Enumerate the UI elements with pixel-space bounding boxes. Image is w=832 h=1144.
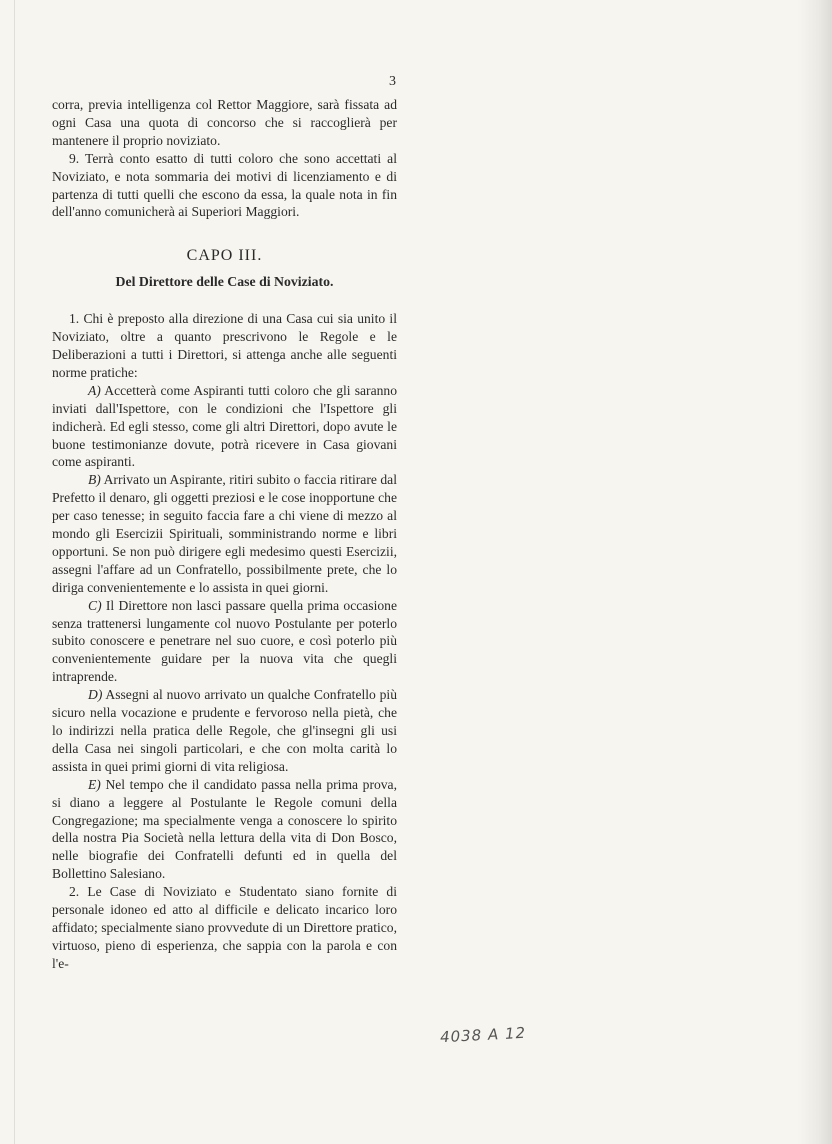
clause-a-text: Accetterà come Aspiranti tutti coloro che gli saranno inviati dall'Ispettore, con le condizioni che l'Ispettore gli indicherà. Ed egli stesso, come gli altri Direttori, dopo avute le buone testimonianze dovute, potrà ricevere in Casa giovani come aspiranti.: [52, 382, 397, 470]
clause-c: [52, 597, 397, 687]
handwritten-catalog-note: 4038 A 12: [439, 1023, 527, 1047]
clause-e: [52, 776, 397, 883]
clause-d-text: Assegni al nuovo arrivato un qualche Confratello più sicuro nella vocazione e prudente e fervoroso nella pietà, che lo indirizzi nella pratica delle Regole, che gl'insegni gli usi della Casa nei singoli particolari, e che con molta carità lo assista in quei primi giorni di vita religiosa.: [52, 687, 397, 774]
page-number: 3: [389, 74, 396, 89]
chapter-title: CAPO III.: [186, 247, 263, 265]
scan-edge-shadow: [798, 0, 832, 1144]
clause-b-letter: B): [88, 472, 101, 488]
clause-c-letter: C): [88, 597, 102, 613]
page-fold-line: [14, 0, 15, 1144]
page-body: [52, 96, 397, 973]
paragraph-9: 9. Terrà conto esatto di tutti coloro che sono accettati al Noviziato, e nota sommaria dei motivi di licenziamento e di partenza di tutti quelli che escono da essa, la quale nota in fin dell'anno comunicherà ai Superiori Maggiori.: [52, 150, 397, 220]
clause-d-letter: D): [88, 687, 103, 703]
chapter-subtitle: Del Direttore delle Case di Noviziato.: [115, 274, 334, 290]
clause-a-letter: A): [88, 382, 101, 398]
clause-c-text: Il Direttore non lasci passare quella prima occasione senza trattenersi lungamente col nuovo Postulante per poterlo subito conoscere e penetrare nel suo cuore, e così poterlo più convenientemente guidare per la nuova vita che quegli intraprende.: [52, 597, 397, 685]
clause-e-text: Nel tempo che il candidato passa nella prima prova, si diano a leggere al Postulante le Regole comuni della Congregazione; ma specialmente venga a conoscere lo spirito della nostra Pia Società nella lettura della vita di Don Bosco, nelle biografie dei Confratelli defunti ed in quella del Bollettino Salesiano.: [52, 776, 397, 882]
clause-a: [52, 382, 397, 472]
clause-e-letter: E): [88, 776, 101, 792]
clause-b-text: Arrivato un Aspirante, ritiri subito o faccia ritirare dal Prefetto il denaro, gli oggetti preziosi e le cose inopportune che per caso tenesse; in seguito faccia fare a chi viene di mezzo al mondo gli Esercizii Spirituali, somministrando norme e libri opportuni. Se non può dirigere egli medesimo questi Esercizii, assegni l'affare ad un Confratello, possibilmente prete, che lo diriga convenientemente e lo assista in quei giorni.: [52, 472, 397, 595]
paragraph-continuation: corra, previa intelligenza col Rettor Maggiore, sarà fissata ad ogni Casa una quota di concorso che si raccoglierà per mantenere il proprio noviziato.: [52, 97, 397, 148]
clause-d: [52, 686, 397, 776]
clause-b: [52, 471, 397, 596]
paragraph-2: 2. Le Case di Noviziato e Studentato siano fornite di personale idoneo ed atto al difficile e delicato incarico loro affidato; specialmente siano provvedute di un Direttore pratico, virtuoso, pieno di esperienza, che sappia con la parola e con l'e-: [52, 884, 397, 971]
paragraph-1: 1. Chi è preposto alla direzione di una Casa cui sia unito il Noviziato, oltre a quanto prescrivono le Regole e le Deliberazioni a tutti i Direttori, si attenga anche alle seguenti norme pratiche:: [52, 311, 397, 380]
